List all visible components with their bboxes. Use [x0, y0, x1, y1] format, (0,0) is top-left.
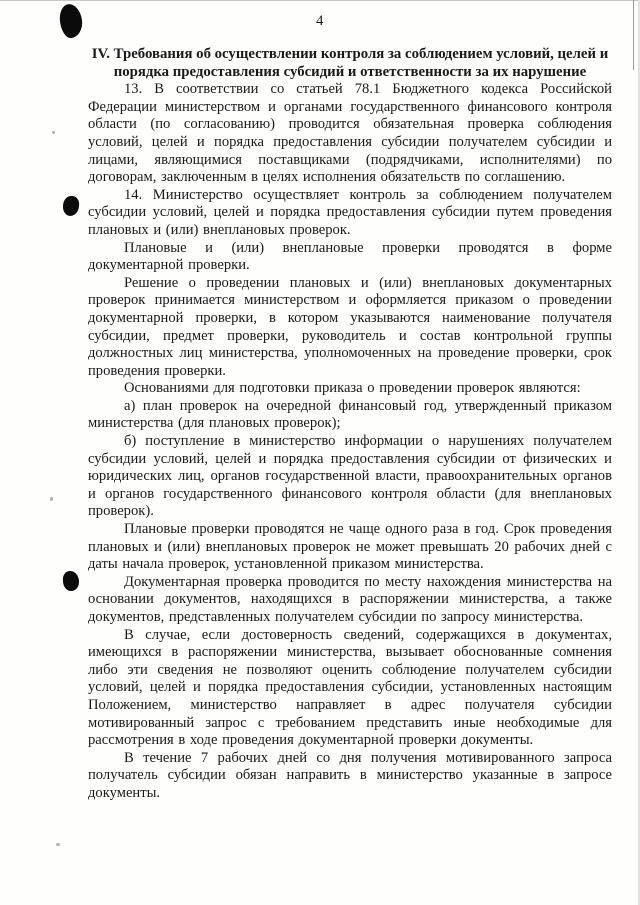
scan-artifact-blob — [62, 195, 80, 216]
scan-speck — [50, 497, 53, 501]
paragraph: Документарная проверка проводится по месту нахождения министерства на основании документов, находящихся в распоряжении министерства, а также документов, представленных получателем субсидии по запросу министерства. — [88, 573, 612, 625]
document-body — [88, 46, 612, 803]
scan-artifact-blob — [62, 570, 79, 591]
paragraph: а) план проверок на очередной финансовый год, утвержденный приказом министерства (для плановых проверок); — [88, 397, 612, 432]
scan-edge-top — [0, 0, 640, 1]
paragraph: Основаниями для подготовки приказа о проведении проверок являются: — [124, 380, 581, 397]
paragraph: 14. Министерство осуществляет контроль за соблюдением получателем субсидии условий, целей и порядка предоставления субсидии путем проведения плановых и (или) внеплановых проверок. — [88, 186, 612, 238]
paragraph: В случае, если достоверность сведений, содержащихся в документах, имеющихся в распоряжении министерства, вызывает обоснованные сомнения либо эти сведения не позволяют оценить соблюдение получателем субсидии условий, целей и порядка предоставления субсидии, установленных настоящим Положением, министерство направляет в адрес получателя субсидии мотивированный запрос с требованием представить иные необходимые для рассмотрения в ходе проведения документарной проверки документы. — [88, 626, 612, 749]
paragraph: Плановые проверки проводятся не чаще одного раза в год. Срок проведения плановых и (или) внеплановых проверок не может превышать 20 рабочих дней с даты начала проверок, установленной приказом министерства. — [88, 521, 612, 573]
paragraph: 13. В соответствии со статьей 78.1 Бюджетного кодекса Российской Федерации министерством и органами государственного финансового контроля области (по согласованию) проводится обязательная проверка соблюдения условий, целей и порядка предоставления субсидии получателем субсидии и лицами, являющимися поставщиками (подрядчиками, исполнителями) по договорам, заключенным в целях исполнения обязательств по соглашению. — [88, 81, 612, 186]
paragraph: Решение о проведении плановых и (или) внеплановых документарных проверок принимается министерством и оформляется приказом о проведении документарной проверки, в котором указываются наименование получателя субсидии, предмет проверки, руководитель и состав контрольной группы должностных лиц министерства, уполномоченных на проведение проверки, срок проведения проверки. — [88, 274, 612, 379]
paragraph: В течение 7 рабочих дней со дня получения мотивированного запроса получатель субсидии обязан направить в министерство указанные в запросе документы. — [88, 749, 612, 801]
scan-edge-corner — [633, 0, 634, 70]
page-number: 4 — [316, 13, 324, 29]
section-heading: IV. Требования об осуществлении контроля за соблюдением условий, целей и порядка предоставления субсидий и ответственности за их нарушение — [91, 46, 609, 80]
scan-speck — [52, 131, 55, 134]
paragraph: б) поступление в министерство информации о нарушениях получателем субсидии условий, целей и порядка предоставления субсидии от физических и юридических лиц, органов государственной власти, правоохранительных органов и органов государственного финансового контроля области (для внеплановых проверок). — [88, 433, 612, 520]
scan-speck — [56, 843, 60, 846]
paragraph: Плановые и (или) внеплановые проверки проводятся в форме документарной проверки. — [88, 239, 612, 274]
